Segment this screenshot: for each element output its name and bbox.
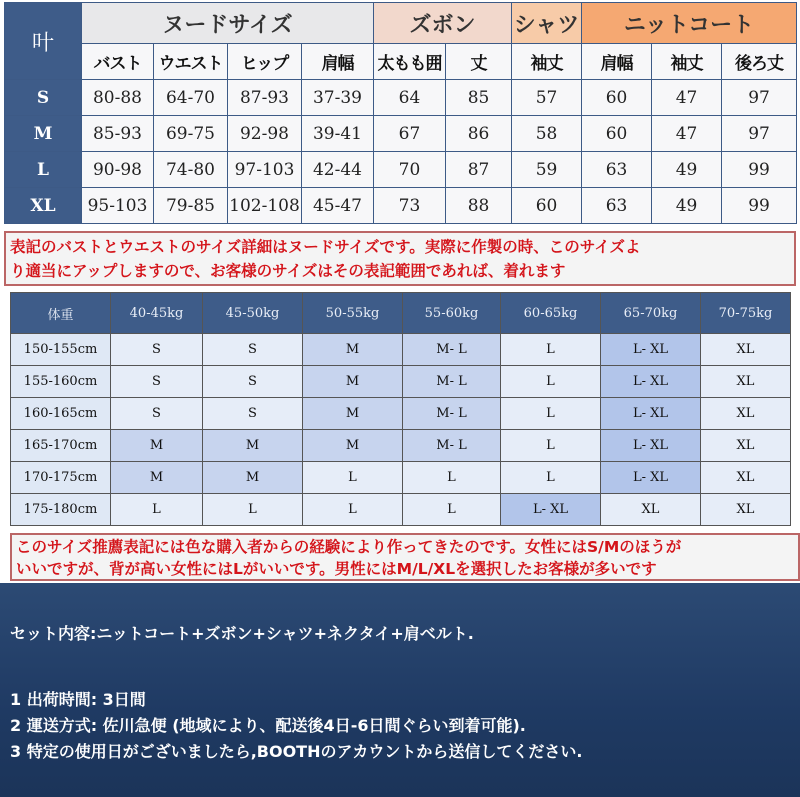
column-header: 太もも囲 [374,44,446,80]
column-header: ウエスト [154,44,228,80]
table-cell: L [403,462,501,494]
weight-header: 65-70kg [601,293,701,334]
table-cell: 64 [374,80,446,116]
table-cell: L [303,494,403,526]
group-nude-size: ヌードサイズ [82,3,374,44]
table-cell: M [303,334,403,366]
height-label: 165-170cm [11,430,111,462]
weight-header: 70-75kg [701,293,791,334]
table-cell: 49 [652,188,722,224]
table-cell: 97-103 [228,152,302,188]
table-row [11,430,791,462]
table-cell: 86 [446,116,512,152]
table-cell: 90-98 [82,152,154,188]
table-cell: S [111,334,203,366]
nude-size-note [4,231,796,286]
weight-header: 55-60kg [403,293,501,334]
table-cell: 49 [652,152,722,188]
table-cell: 102-108 [228,188,302,224]
table-cell: M [303,398,403,430]
table-row [11,462,791,494]
height-label: 155-160cm [11,366,111,398]
table-row [5,152,797,188]
table-cell: 58 [512,116,582,152]
table-cell: M [111,430,203,462]
table-cell: L- XL [601,334,701,366]
table-cell: 97 [722,80,797,116]
group-pants: ズボン [374,3,512,44]
table-cell: 99 [722,188,797,224]
table-cell: XL [701,366,791,398]
table-cell: S [203,398,303,430]
table-cell: XL [701,430,791,462]
table-cell: L [501,430,601,462]
table-cell: 63 [582,188,652,224]
table-row [5,116,797,152]
table-row [5,188,797,224]
table-cell: 60 [582,116,652,152]
table-cell: 80-88 [82,80,154,116]
note-line: いいですが、背が高い女性にはLがいいです。男性にはM/L/XLを選択したお客様が多いです [16,560,657,578]
column-header: 丈 [446,44,512,80]
column-header: 後ろ丈 [722,44,797,80]
table-cell: 67 [374,116,446,152]
table-cell: 39-41 [302,116,374,152]
table-cell: M- L [403,334,501,366]
shipping-method: 2 運送方式: 佐川急便 (地域により、配送後4日-6日間ぐらい到着可能). [10,716,526,735]
table-cell: L [203,494,303,526]
table-cell: 92-98 [228,116,302,152]
table-cell: XL [701,494,791,526]
group-shirt: シャツ [512,3,582,44]
table-cell: M- L [403,366,501,398]
table-cell: 63 [582,152,652,188]
table-cell: M [303,366,403,398]
table-cell: 95-103 [82,188,154,224]
table-cell: 85 [446,80,512,116]
size-label: XL [5,188,82,224]
table-cell: 87 [446,152,512,188]
table-cell: L [501,334,601,366]
table-cell: 70 [374,152,446,188]
weight-header: 60-65kg [501,293,601,334]
table-cell: 99 [722,152,797,188]
size-table [4,2,797,224]
table-row [11,334,791,366]
table-cell: 69-75 [154,116,228,152]
table-cell: XL [701,462,791,494]
weight-table-corner: 体重 [11,293,111,334]
table-cell: S [111,366,203,398]
table-cell: 85-93 [82,116,154,152]
note-line: 表記のバストとウエストのサイズ詳細はヌードサイズです。実際に作製の時、このサイズよ [10,238,641,256]
shipping-time: 1 出荷時間: 3日間 [10,690,146,709]
table-cell: L- XL [601,366,701,398]
table-cell: M [203,430,303,462]
column-header: 袖丈 [512,44,582,80]
table-row [11,494,791,526]
table-cell: L [501,366,601,398]
recommendation-note [10,533,800,581]
table-cell: 37-39 [302,80,374,116]
table-cell: S [203,334,303,366]
table-cell: XL [701,398,791,430]
weight-header: 45-50kg [203,293,303,334]
group-knit-coat: ニットコート [582,3,797,44]
table-cell: M [303,430,403,462]
note-line: このサイズ推薦表記には色な購入者からの経験により作ってきたのです。女性にはS/Mのほうが [16,538,682,556]
table-cell: L- XL [601,398,701,430]
height-label: 170-175cm [11,462,111,494]
table-cell: 60 [582,80,652,116]
size-table-corner: 叶 [5,3,82,80]
table-cell: XL [701,334,791,366]
height-label: 175-180cm [11,494,111,526]
info-panel [0,583,800,797]
table-cell: 64-70 [154,80,228,116]
table-cell: S [203,366,303,398]
table-row [5,80,797,116]
table-cell: L [501,462,601,494]
table-cell: M- L [403,398,501,430]
size-label: S [5,80,82,116]
set-contents: セット内容:ニットコート+ズボン+シャツ+ネクタイ+肩ベルト. [10,624,474,643]
table-cell: 45-47 [302,188,374,224]
height-label: 150-155cm [11,334,111,366]
table-cell: L [111,494,203,526]
note-line: り適当にアップしますので、お客様のサイズはその表記範囲であれば、着れます [10,262,566,280]
table-cell: M [111,462,203,494]
column-header: 肩幅 [302,44,374,80]
table-cell: L- XL [501,494,601,526]
table-cell: 59 [512,152,582,188]
column-header: 袖丈 [652,44,722,80]
table-cell: S [111,398,203,430]
table-cell: L- XL [601,462,701,494]
table-row [11,398,791,430]
table-cell: M [203,462,303,494]
column-header: 肩幅 [582,44,652,80]
table-cell: 88 [446,188,512,224]
table-cell: M- L [403,430,501,462]
table-cell: 47 [652,116,722,152]
weight-header: 40-45kg [111,293,203,334]
table-cell: 47 [652,80,722,116]
column-header: ヒップ [228,44,302,80]
table-cell: L [501,398,601,430]
table-cell: 60 [512,188,582,224]
table-cell: 57 [512,80,582,116]
weight-header: 50-55kg [303,293,403,334]
table-cell: 87-93 [228,80,302,116]
table-cell: 74-80 [154,152,228,188]
table-cell: 42-44 [302,152,374,188]
table-cell: L [403,494,501,526]
date-request: 3 特定の使用日がございましたら,BOOTHのアカウントから送信してください. [10,742,583,761]
table-cell: XL [601,494,701,526]
table-cell: L [303,462,403,494]
size-label: M [5,116,82,152]
table-cell: L- XL [601,430,701,462]
weight-height-table [10,292,791,526]
table-cell: 73 [374,188,446,224]
column-header: バスト [82,44,154,80]
size-label: L [5,152,82,188]
table-cell: 79-85 [154,188,228,224]
table-cell: 97 [722,116,797,152]
table-row [11,366,791,398]
height-label: 160-165cm [11,398,111,430]
